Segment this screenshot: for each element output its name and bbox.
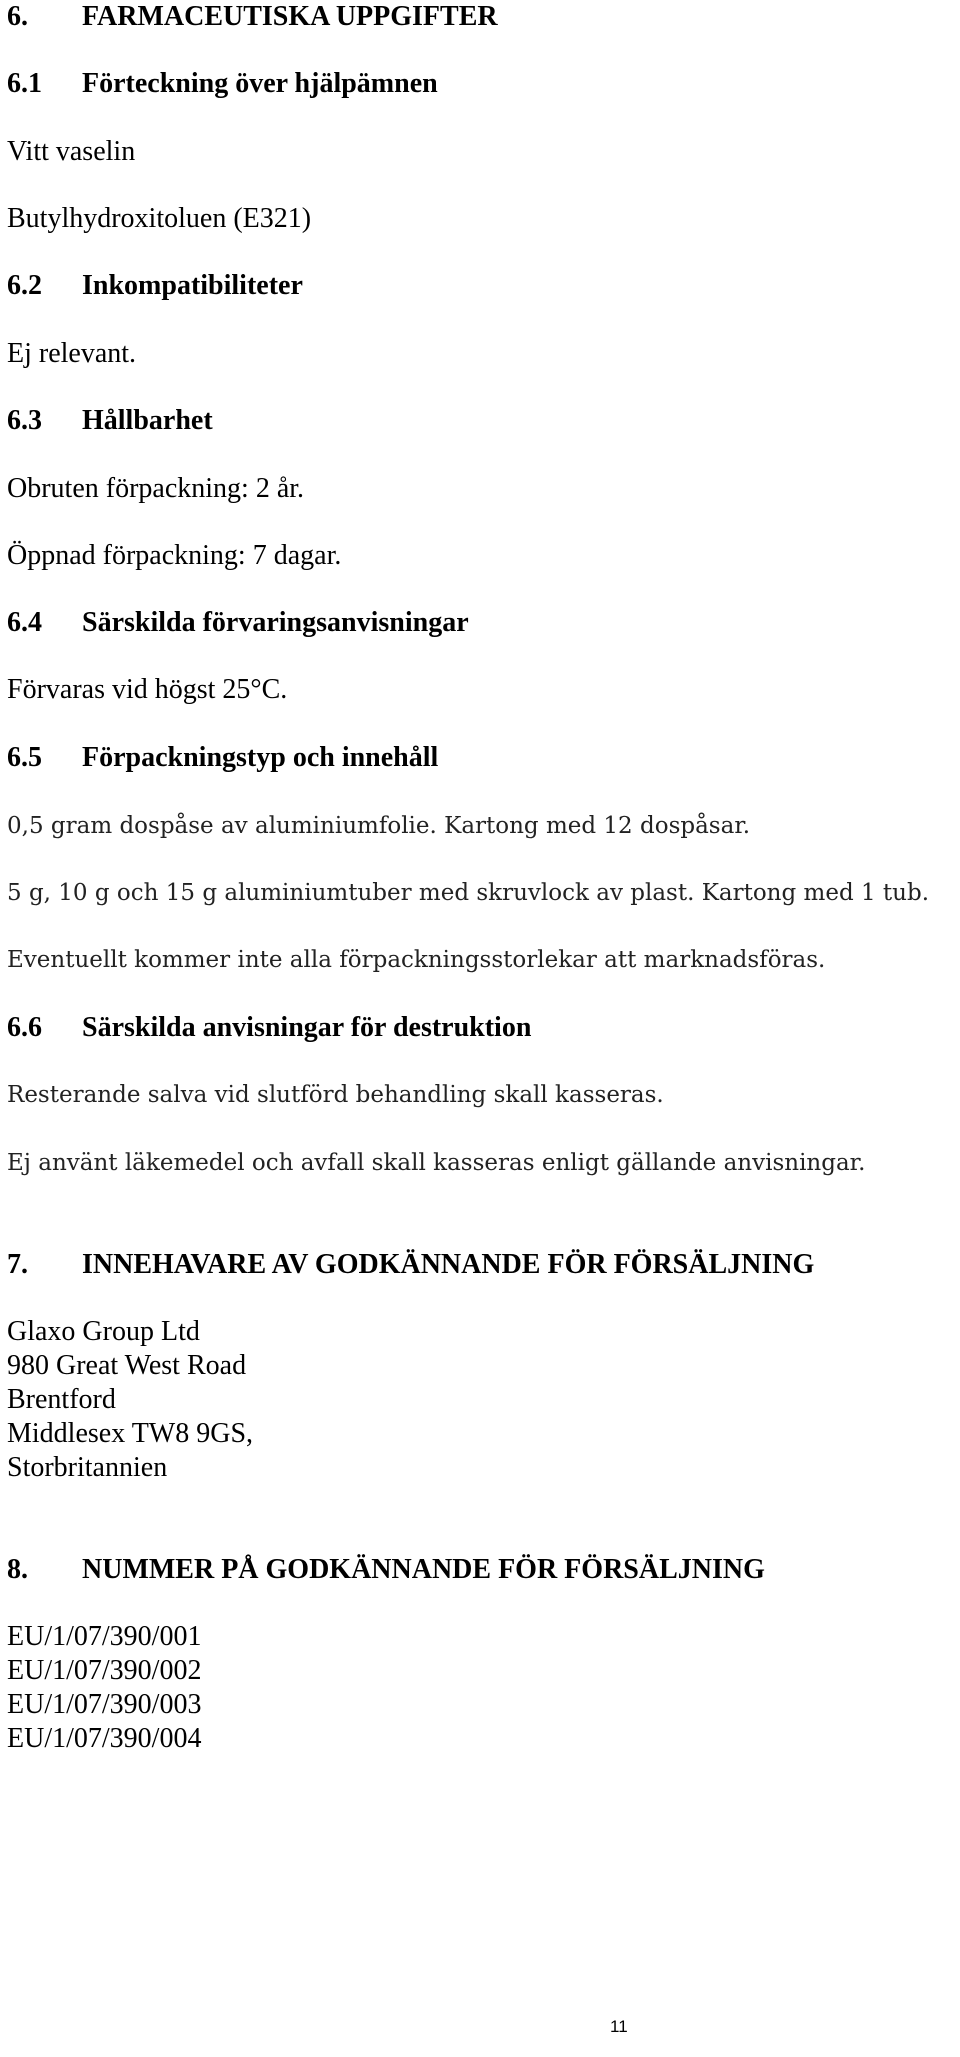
section-6-3-heading (7, 404, 213, 438)
section-number: 6.4 (7, 607, 42, 638)
section-title: NUMMER PÅ GODKÄNNANDE FÖR FÖRSÄLJNING (82, 1554, 765, 1585)
section-text: Ej använt läkemedel och avfall skall kasseras enligt gällande anvisningar. (7, 1150, 866, 1176)
excipient-item: Butylhydroxitoluen (E321) (7, 203, 312, 234)
address-line: 980 Great West Road (7, 1350, 247, 1381)
section-number: 6.6 (7, 1012, 42, 1043)
section-title: Särskilda anvisningar för destruktion (82, 1012, 532, 1043)
holder-name: Glaxo Group Ltd (7, 1316, 200, 1347)
excipient-item: Vitt vaselin (7, 136, 136, 167)
section-text: Eventuellt kommer inte alla förpackningsstorlekar att marknadsföras. (7, 947, 826, 973)
section-6-2-heading (7, 269, 303, 303)
section-number: 6.1 (7, 68, 42, 99)
section-title: Inkompatibiliteter (82, 270, 303, 301)
section-title: Förpackningstyp och innehåll (82, 742, 439, 773)
section-number: 7. (7, 1249, 28, 1280)
address-country: Storbritannien (7, 1452, 168, 1483)
section-number: 6.2 (7, 270, 42, 301)
authorisation-number: EU/1/07/390/004 (7, 1723, 202, 1754)
section-text: Obruten förpackning: 2 år. (7, 473, 305, 504)
section-text: 5 g, 10 g och 15 g aluminiumtuber med skruvlock av plast. Kartong med 1 tub. (7, 880, 930, 906)
page-number: 11 (610, 2017, 628, 2036)
section-6-4-heading (7, 606, 469, 640)
section-6-5-heading (7, 741, 438, 775)
section-text: Ej relevant. (7, 338, 137, 369)
section-title: Förteckning över hjälpämnen (82, 68, 438, 99)
address-line: Brentford (7, 1384, 116, 1415)
section-text: Förvaras vid högst 25°C. (7, 674, 288, 705)
address-line: Middlesex TW8 9GS, (7, 1418, 254, 1449)
section-title: FARMACEUTISKA UPPGIFTER (82, 1, 498, 32)
section-6-6-heading (7, 1011, 531, 1045)
section-number: 8. (7, 1554, 28, 1585)
section-number: 6. (7, 1, 28, 32)
section-text: Öppnad förpackning: 7 dagar. (7, 540, 342, 571)
section-title: Hållbarhet (82, 405, 213, 436)
section-7-heading (7, 1248, 814, 1282)
section-title: Särskilda förvaringsanvisningar (82, 607, 469, 638)
section-text: 0,5 gram dospåse av aluminiumfolie. Kartong med 12 dospåsar. (7, 813, 751, 839)
section-6-1-heading (7, 67, 438, 101)
authorisation-number: EU/1/07/390/003 (7, 1689, 202, 1720)
section-text: Resterande salva vid slutförd behandling skall kasseras. (7, 1082, 664, 1108)
section-6-heading (7, 0, 498, 34)
section-8-heading (7, 1553, 765, 1587)
section-number: 6.5 (7, 742, 42, 773)
section-title: INNEHAVARE AV GODKÄNNANDE FÖR FÖRSÄLJNING (82, 1249, 815, 1280)
authorisation-number: EU/1/07/390/002 (7, 1655, 202, 1686)
authorisation-number: EU/1/07/390/001 (7, 1621, 202, 1652)
section-number: 6.3 (7, 405, 42, 436)
